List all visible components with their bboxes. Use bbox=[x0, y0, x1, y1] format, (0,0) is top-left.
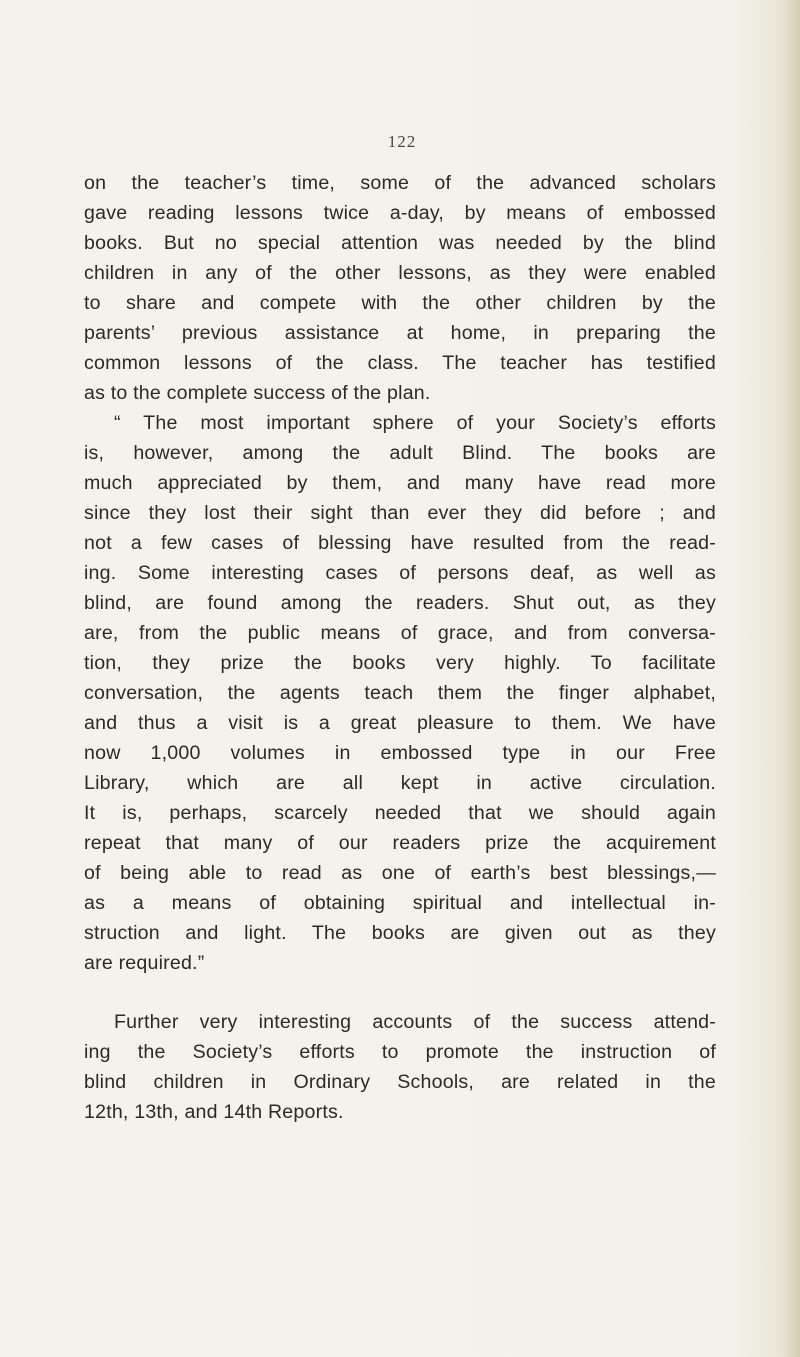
text-line: ing the Society’s efforts to promote the instruction of bbox=[84, 1041, 716, 1063]
text-line: as to the complete success of the plan. bbox=[84, 382, 431, 404]
text-line: Further very interesting accounts of the success attend- bbox=[114, 1011, 716, 1033]
text-line: blind, are found among the readers. Shut out, as they bbox=[84, 592, 716, 614]
text-line: ing. Some interesting cases of persons deaf, as well as bbox=[84, 562, 716, 584]
text-line: “ The most important sphere of your Society’s efforts bbox=[114, 412, 716, 434]
text-line: now 1,000 volumes in embossed type in our Free bbox=[84, 742, 716, 764]
text-line: It is, perhaps, scarcely needed that we should again bbox=[84, 802, 716, 824]
paragraph-3 bbox=[84, 1007, 716, 1127]
paragraph-gap bbox=[84, 978, 716, 1007]
text-line: of being able to read as one of earth’s best blessings,— bbox=[84, 862, 716, 884]
text-line: and thus a visit is a great pleasure to them. We have bbox=[84, 712, 716, 734]
text-line: to share and compete with the other children by the bbox=[84, 292, 716, 314]
paragraph-1 bbox=[84, 168, 716, 408]
text-line: much appreciated by them, and many have read more bbox=[84, 472, 716, 494]
text-line: blind children in Ordinary Schools, are related in the bbox=[84, 1071, 716, 1093]
text-line: struction and light. The books are given out as they bbox=[84, 922, 716, 944]
text-line: common lessons of the class. The teacher has testified bbox=[84, 352, 716, 374]
text-line: 12th, 13th, and 14th Reports. bbox=[84, 1101, 344, 1123]
text-line: gave reading lessons twice a-day, by means of embossed bbox=[84, 202, 716, 224]
text-line: Library, which are all kept in active circulation. bbox=[84, 772, 716, 794]
text-line: is, however, among the adult Blind. The books are bbox=[84, 442, 716, 464]
text-line: parents’ previous assistance at home, in preparing the bbox=[84, 322, 716, 344]
text-line: tion, they prize the books very highly. To facilitate bbox=[84, 652, 716, 674]
text-line: not a few cases of blessing have resulted from the read- bbox=[84, 532, 716, 554]
page-edge-shadow bbox=[786, 0, 800, 1357]
text-line: children in any of the other lessons, as they were enabled bbox=[84, 262, 716, 284]
text-line: on the teacher’s time, some of the advanced scholars bbox=[84, 172, 716, 194]
text-line: conversation, the agents teach them the finger alphabet, bbox=[84, 682, 716, 704]
text-line: as a means of obtaining spiritual and intellectual in- bbox=[84, 892, 716, 914]
text-line: since they lost their sight than ever they did before ; and bbox=[84, 502, 716, 524]
text-line: repeat that many of our readers prize the acquirement bbox=[84, 832, 716, 854]
text-line: books. But no special attention was needed by the blind bbox=[84, 232, 716, 254]
text-line: are required.” bbox=[84, 952, 205, 974]
body-text bbox=[84, 168, 716, 1127]
paragraph-2 bbox=[84, 408, 716, 978]
text-line: are, from the public means of grace, and from conversa- bbox=[84, 622, 716, 644]
page-number: 122 bbox=[387, 132, 417, 151]
